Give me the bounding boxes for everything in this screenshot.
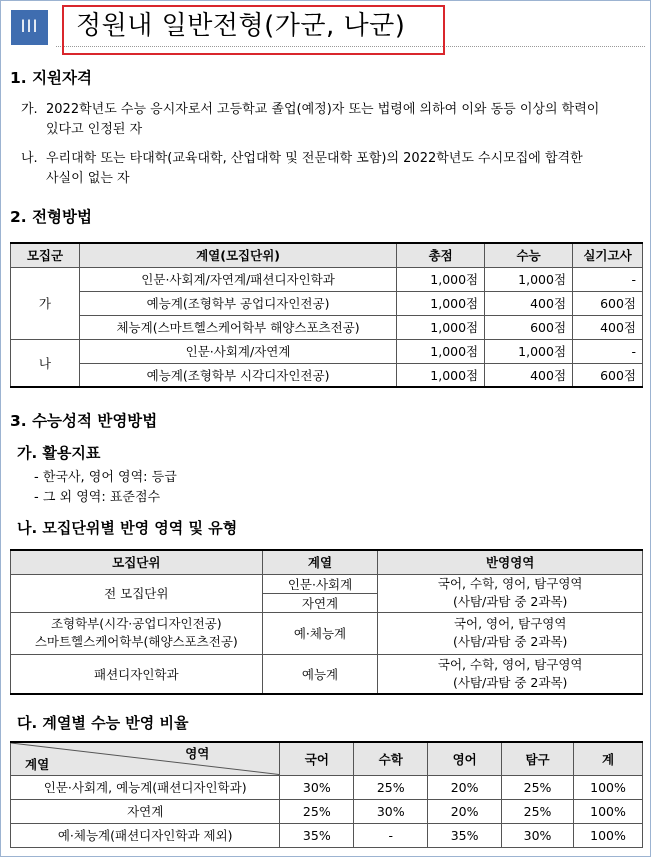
area-line: 국어, 영어, 탐구영역 (453, 616, 567, 631)
subheading-ratio: 다. 계열별 수능 반영 비율 (17, 714, 189, 732)
table-cell: 1,000점 (485, 267, 573, 291)
table-row (11, 291, 643, 315)
table-row (11, 823, 643, 847)
table-cell: 30% (502, 823, 574, 847)
table-cell: - (354, 823, 428, 847)
table-cell: 예능계 (262, 654, 378, 694)
area-line: 국어, 수학, 영어, 탐구영역 (437, 576, 583, 591)
table-cell: - (573, 339, 643, 363)
section-heading-method: 2. 전형방법 (10, 208, 92, 226)
table-cell: 600점 (573, 363, 643, 387)
table-cell: 인문·사회계/자연계/패션디자인학과 (79, 267, 396, 291)
indicator-item: - 그 외 영역: 표준점수 (34, 490, 161, 505)
table-cell (378, 654, 643, 694)
qualification-text: 우리대학 또는 타대학(교육대학, 산업대학 및 전문대학 포함)의 2022학년도 수시모집에 합격한 (46, 151, 583, 166)
table-cell: 25% (354, 775, 428, 799)
diagonal-line (11, 743, 279, 775)
group-cell: 가 (11, 267, 80, 339)
table-row (11, 339, 643, 363)
unit-line: 스마트헬스케어학부(해양스포츠전공) (34, 634, 238, 649)
section-heading-csat: 3. 수능성적 반영방법 (10, 412, 158, 430)
table-cell: 30% (354, 799, 428, 823)
table-cell: 35% (428, 823, 502, 847)
table-header: 총점 (397, 243, 485, 267)
section-heading-qualification: 1. 지원자격 (10, 69, 92, 87)
item-marker: 나. (21, 151, 38, 166)
table-cell: 100% (574, 823, 643, 847)
table-cell: 25% (502, 799, 574, 823)
table-cell: 자연계 (262, 593, 378, 612)
table-header: 반영영역 (378, 550, 643, 574)
table-header: 탐구 (502, 742, 574, 775)
table-row (11, 775, 643, 799)
indicator-item: - 한국사, 영어 영역: 등급 (34, 470, 177, 485)
table-cell: 1,000점 (397, 267, 485, 291)
table-header: 수능 (485, 243, 573, 267)
table-cell: 20% (428, 775, 502, 799)
table-cell: 인문·사회계 (262, 574, 378, 593)
table-row (11, 267, 643, 291)
table-cell: 35% (280, 823, 354, 847)
qualification-text: 2022학년도 수능 응시자로서 고등학교 졸업(예정)자 또는 법령에 의하여 이와 동등 이상의 학력이 (46, 102, 600, 117)
subheading-indicator: 가. 활용지표 (17, 444, 101, 462)
table-cell: 400점 (573, 315, 643, 339)
section-number-badge: III (11, 10, 48, 45)
subheading-area-type: 나. 모집단위별 반영 영역 및 유형 (17, 519, 238, 537)
area-line: (사탐/과탐 중 2과목) (453, 674, 568, 690)
area-type-table (10, 549, 643, 695)
table-row (11, 612, 643, 654)
area-line: 국어, 수학, 영어, 탐구영역 (437, 656, 583, 672)
qualification-text-cont: 있다고 인정된 자 (46, 122, 143, 137)
table-cell: 25% (280, 799, 354, 823)
table-cell: 패션디자인학과 (11, 654, 263, 694)
table-header: 모집단위 (11, 550, 263, 574)
item-marker: 가. (21, 102, 38, 117)
table-header: 실기고사 (573, 243, 643, 267)
table-cell: 1,000점 (485, 339, 573, 363)
corner-label-area: 영역 (185, 746, 210, 761)
table-cell: 25% (502, 775, 574, 799)
table-cell: 400점 (485, 363, 573, 387)
table-cell: 예·체능계(패션디자인학과 제외) (11, 823, 280, 847)
unit-line: 조형학부(시각·공업디자인전공) (50, 616, 222, 631)
table-cell (378, 612, 643, 654)
table-cell: 인문·사회계/자연계 (79, 339, 396, 363)
table-cell: 1,000점 (397, 363, 485, 387)
table-cell: 전 모집단위 (11, 574, 263, 612)
ratio-table (10, 741, 643, 848)
table-cell: 인문·사회계, 예능계(패션디자인학과) (11, 775, 280, 799)
table-header: 국어 (280, 742, 354, 775)
table-cell: 100% (574, 799, 643, 823)
selection-method-table (10, 242, 643, 388)
table-row (11, 363, 643, 387)
table-row (11, 654, 643, 694)
table-header: 계열 (262, 550, 378, 574)
page-title: 정원내 일반전형(가군, 나군) (76, 11, 406, 41)
table-row (11, 315, 643, 339)
corner-label-track: 계열 (25, 756, 50, 772)
table-cell: 20% (428, 799, 502, 823)
table-row (11, 799, 643, 823)
area-line: (사탐/과탐 중 2과목) (453, 594, 568, 609)
table-cell: 예능계(조형학부 공업디자인전공) (79, 291, 396, 315)
table-header: 계열(모집단위) (79, 243, 396, 267)
table-cell: 600점 (573, 291, 643, 315)
table-header: 수학 (354, 742, 428, 775)
table-cell (11, 612, 263, 654)
table-cell: 30% (280, 775, 354, 799)
table-cell: 체능계(스마트헬스케어학부 해양스포츠전공) (79, 315, 396, 339)
table-header: 모집군 (11, 243, 80, 267)
table-cell: 자연계 (11, 799, 280, 823)
qualification-text-cont: 사실이 없는 자 (46, 171, 130, 186)
table-cell: 100% (574, 775, 643, 799)
table-row (11, 574, 643, 593)
table-cell: 600점 (485, 315, 573, 339)
group-cell: 나 (11, 339, 80, 387)
table-header: 영어 (428, 742, 502, 775)
table-cell: 1,000점 (397, 339, 485, 363)
corner-header-cell (11, 742, 280, 775)
table-cell: 1,000점 (397, 315, 485, 339)
table-cell: 1,000점 (397, 291, 485, 315)
area-line: (사탐/과탐 중 2과목) (453, 634, 568, 649)
table-cell (378, 574, 643, 612)
table-cell: - (573, 267, 643, 291)
table-cell: 예능계(조형학부 시각디자인전공) (79, 363, 396, 387)
table-header: 계 (574, 742, 643, 775)
table-cell: 예·체능계 (262, 612, 378, 654)
table-cell: 400점 (485, 291, 573, 315)
